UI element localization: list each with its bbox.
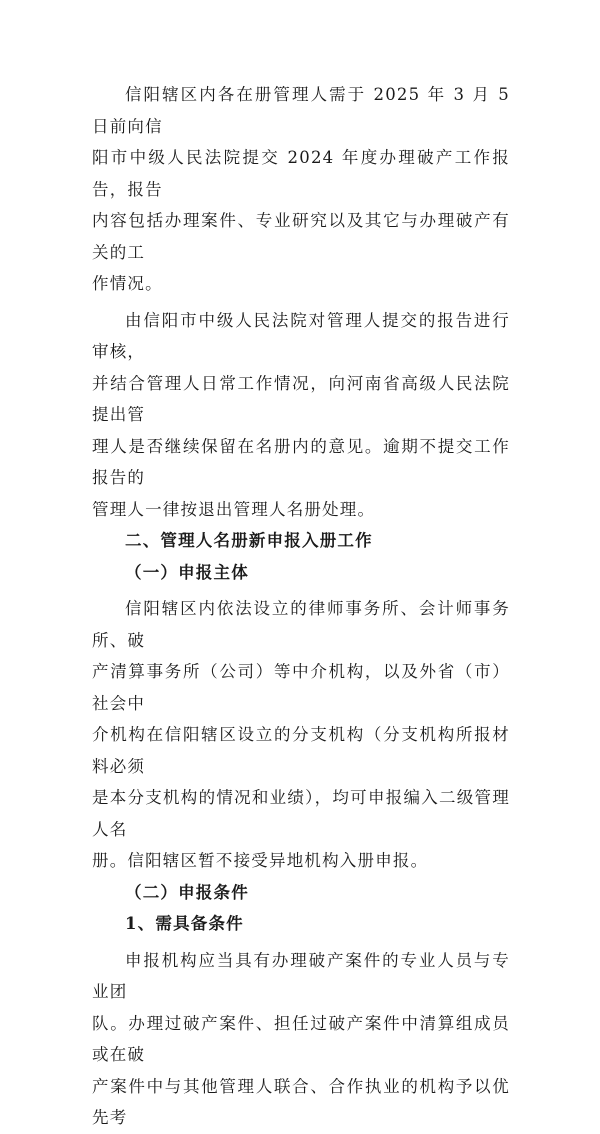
text-line: 由信阳市中级人民法院对管理人提交的报告进行审核， bbox=[92, 310, 510, 361]
paragraph-review bbox=[92, 305, 510, 526]
text-line: 管理人一律按退出管理人名册处理。 bbox=[92, 499, 376, 519]
text-line: 理人是否继续保留在名册内的意见。逾期不提交工作报告的 bbox=[92, 436, 510, 487]
text-line: 信阳辖区内依法设立的律师事务所、会计师事务所、破 bbox=[92, 599, 510, 650]
text-line: 作情况。 bbox=[92, 274, 163, 293]
document-body bbox=[92, 79, 510, 1134]
text-line: 内容包括办理案件、专业研究以及其它与办理破产有关的工 bbox=[92, 211, 510, 262]
paragraph-subject bbox=[92, 593, 510, 877]
text-line: 申报机构应当具有办理破产案件的专业人员与专业团 bbox=[92, 950, 510, 1001]
subsection-heading-conditions: （二）申报条件 bbox=[125, 882, 249, 902]
text-line: 队。办理过破产案件、担任过破产案件中清算组成员或在破 bbox=[92, 1013, 510, 1064]
text-line: 介机构在信阳辖区设立的分支机构（分支机构所报材料必须 bbox=[92, 725, 510, 776]
text-line: 产清算事务所（公司）等中介机构，以及外省（市）社会中 bbox=[92, 662, 510, 713]
text-line: 产案件中与其他管理人联合、合作执业的机构予以优先考 bbox=[92, 1076, 510, 1127]
text-line: 阳市中级人民法院提交 2024 年度办理破产工作报告，报告 bbox=[92, 148, 510, 199]
text-line: 信阳辖区内各在册管理人需于 2025 年 3 月 5 日前向信 bbox=[92, 85, 510, 136]
item-heading-required: 1、需具备条件 bbox=[125, 914, 244, 933]
text-line: 并结合管理人日常工作情况，向河南省高级人民法院提出管 bbox=[92, 373, 510, 424]
subsection-heading-subject: （一）申报主体 bbox=[125, 562, 249, 582]
paragraph-report-deadline bbox=[92, 79, 510, 300]
text-line: 是本分支机构的情况和业绩），均可申报编入二级管理人名 bbox=[92, 788, 510, 839]
text-line: 册。信阳辖区暂不接受异地机构入册申报。 bbox=[92, 851, 429, 870]
paragraph-conditions bbox=[92, 945, 510, 1134]
section-heading: 二、管理人名册新申报入册工作 bbox=[125, 531, 373, 550]
